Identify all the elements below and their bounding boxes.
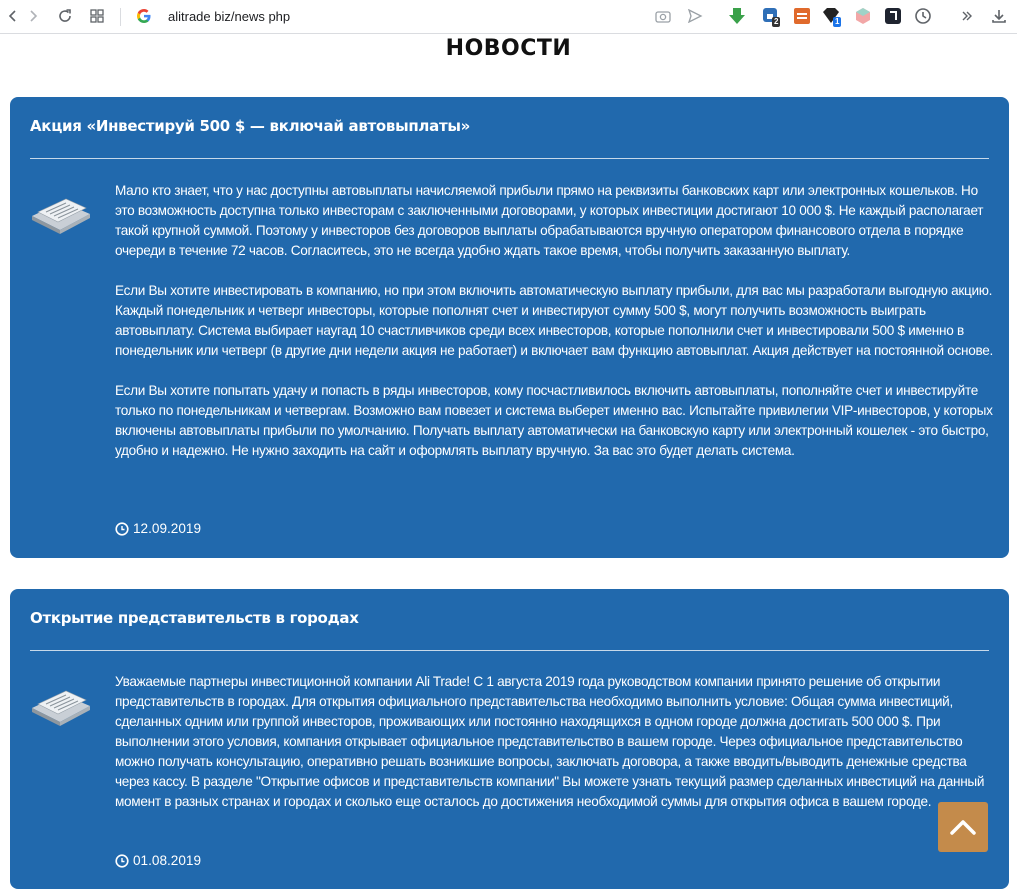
clock-icon bbox=[115, 522, 129, 536]
news-paragraph: Если Вы хотите инвестировать в компанию, но при этом включить автоматическую выплату прибыли, для вас мы разработали выгодную акцию. Каждый понедельник и четверг инвесторы, которые пополнят счет и инвестируют сумму 500 $, могут получить возможность выиграть автовыплату. Система выбирает наугад 10 счастливчиков среди всех инвесторов, которые пополнили счет и инвестировали 500 $ именно в понедельник или четверг (в другие дни недели акция не работает) и включает вам функцию автовыплат. Акция действует на постоянной основе. bbox=[115, 283, 994, 358]
news-title[interactable]: Открытие представительств в городах bbox=[30, 609, 359, 627]
newspaper-icon bbox=[28, 682, 92, 730]
title-divider bbox=[30, 158, 989, 159]
address-bar[interactable] bbox=[136, 4, 656, 28]
camera-icon[interactable] bbox=[652, 5, 674, 27]
google-icon bbox=[136, 8, 152, 24]
back-icon[interactable] bbox=[2, 5, 24, 27]
extension-badge: 2 bbox=[774, 17, 779, 26]
extension-orange-icon[interactable] bbox=[792, 6, 812, 26]
page-title: НОВОСТИ bbox=[445, 36, 572, 61]
news-date bbox=[115, 521, 201, 536]
download-icon[interactable] bbox=[988, 5, 1010, 27]
chevron-up-icon bbox=[949, 818, 977, 836]
apps-grid-icon[interactable] bbox=[86, 5, 108, 27]
url-text: alitrade biz/news php bbox=[168, 8, 291, 24]
extension-badge: 1 bbox=[835, 17, 840, 26]
forward-icon[interactable] bbox=[22, 5, 44, 27]
newspaper-icon bbox=[28, 190, 92, 238]
more-extensions-icon[interactable] bbox=[956, 5, 978, 27]
reload-icon[interactable] bbox=[54, 5, 76, 27]
extension-diamond-icon[interactable] bbox=[821, 6, 841, 26]
extension-download-icon[interactable] bbox=[727, 6, 747, 26]
news-paragraph: Если Вы хотите попытать удачу и попасть в ряды инвесторов, кому посчастливилось включить автовыплаты, пополняйте счет и инвестируйте только по понедельникам и четвергам. Возможно вам повезет и система выберет именно вас. Испытайте привилегии VIP-инвесторов, у которых включены автовыплаты прибыли по умолчанию. Получать выплату автоматически на банковскую карту или электронный кошелек - это быстро, удобно и надежно. Не нужно заходить на сайт и оформлять выплату вручную. За вас это будет делать система. bbox=[115, 383, 993, 458]
scroll-to-top-button[interactable] bbox=[938, 802, 988, 852]
news-paragraph: Уважаемые партнеры инвестиционной компании Ali Trade! С 1 августа 2019 года руководством компании принято решение об открытии представительств в городах. Для открытия официального представительства необходимо выполнить условие: Общая сумма инвестиций, сделанных одним или группой инвесторов, проживающих или постоянно находящихся в одном городе должна достигать 500 000 $. При выполнении этого условия, компания открывает официальное представительство в вашем городе. Через официальное представительство можно получать консультацию, оперативно решать возникшие вопросы, заключать договора, а также вводить/выводить денежные средства через кассу. В разделе "Открытие офисов и представительств компании" Вы можете узнать текущий размер сделанных инвестиций на данный момент в разных странах и городах и сколько еще осталось до достижения необходимой суммы для открытия офиса в вашем городе. bbox=[115, 674, 985, 809]
news-body bbox=[115, 181, 995, 481]
title-divider bbox=[30, 650, 989, 651]
news-card bbox=[10, 589, 1009, 889]
send-icon[interactable] bbox=[684, 5, 706, 27]
news-date bbox=[115, 853, 201, 868]
browser-toolbar bbox=[0, 0, 1017, 34]
extension-lock-icon[interactable] bbox=[761, 6, 781, 26]
news-date-text: 12.09.2019 bbox=[133, 521, 202, 536]
news-paragraph: Мало кто знает, что у нас доступны автовыплаты начисляемой прибыли прямо на реквизиты банковских карт или электронных кошельков. Но это возможность доступна только инвесторам с заключенными договорами, у которых инвестиции достигают 10 000 $. Не каждый располагает такой крупной суммой. Поэтому у инвесторов без договоров выплаты обрабатываются вручную оператором финансового отдела в порядке очереди в течение 72 часов. Согласитесь, это не всегда удобно ждать такое время, чтобы получить заказанную выплату. bbox=[115, 183, 984, 258]
extension-cube-icon[interactable] bbox=[853, 6, 873, 26]
toolbar-divider bbox=[120, 8, 121, 26]
news-title[interactable]: Акция «Инвестируй 500 $ — включай автовыплаты» bbox=[30, 117, 470, 135]
news-body bbox=[115, 672, 995, 832]
extension-frame-icon[interactable] bbox=[883, 6, 903, 26]
history-icon[interactable] bbox=[913, 6, 933, 26]
news-card bbox=[10, 97, 1009, 558]
clock-icon bbox=[115, 854, 129, 868]
news-date-text: 01.08.2019 bbox=[133, 853, 202, 868]
